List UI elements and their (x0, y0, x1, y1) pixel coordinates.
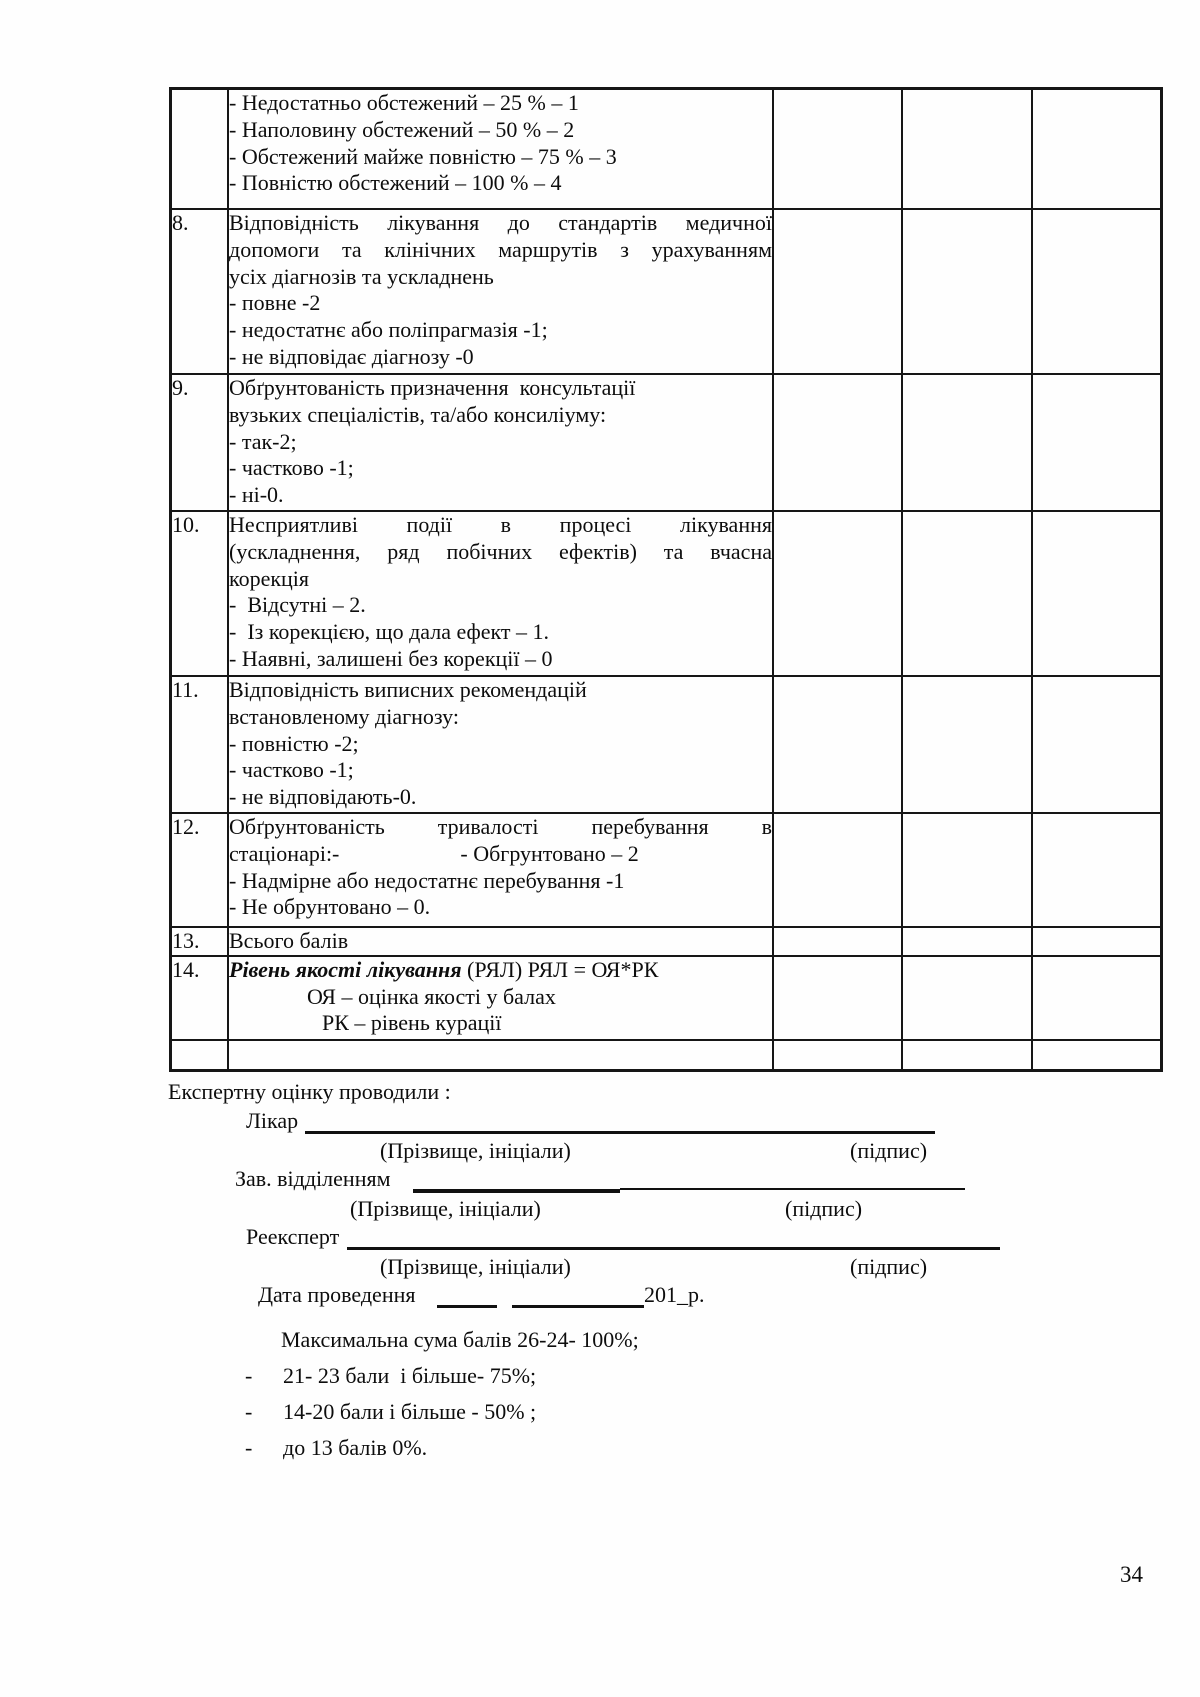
sign-caption: (підпис) (785, 1196, 863, 1221)
criteria-line: - ні-0. (229, 482, 284, 508)
department-head-name-line (413, 1189, 620, 1193)
criteria-line: - частково -1; (229, 455, 354, 481)
signature-heading: Експертну оцінку проводили : (168, 1079, 451, 1104)
score-cell (773, 813, 902, 927)
criteria-cell (228, 209, 773, 374)
criteria-line: - Із корекцією, що дала ефект – 1. (229, 619, 550, 645)
criteria-line: - Надмірне або недостатнє перебування -1 (229, 867, 625, 893)
formula-rest: (РЯЛ) РЯЛ = ОЯ*РК (461, 956, 659, 982)
criteria-line: допомоги та клінічних маршрутів з урахуванням (229, 236, 772, 262)
scoring-scale (0, 1326, 1200, 1486)
score-cell (902, 956, 1032, 1040)
criteria-line: - Повністю обстежений – 100 % – 4 (229, 170, 562, 196)
row-number-cell: 13. (171, 927, 228, 956)
criteria-line: - Не обрунтовано – 0. (229, 894, 431, 920)
score-cell (773, 374, 902, 511)
criteria-cell (228, 374, 773, 511)
score-cell (773, 927, 902, 956)
score-cell (1032, 89, 1161, 209)
table-row (171, 956, 1161, 1040)
row-number-cell (171, 1040, 228, 1070)
name-caption: (Прізвище, ініціали) (350, 1196, 541, 1221)
row-number-cell: 12. (171, 813, 228, 927)
row-number-cell: 10. (171, 511, 228, 676)
date-month-line (512, 1305, 644, 1308)
criteria-line: Несприятливі події в процесі лікування (229, 512, 772, 537)
criteria-line: встановленому діагнозу: (229, 703, 459, 729)
row-number-cell: 11. (171, 676, 228, 813)
criteria-line: - повне -2 (229, 290, 321, 316)
row-number-cell: 9. (171, 374, 228, 511)
score-cell (1032, 511, 1161, 676)
reexpert-signature-line (347, 1247, 1000, 1250)
department-head-label: Зав. відділенням (235, 1166, 391, 1191)
score-cell (902, 209, 1032, 374)
score-cell (902, 89, 1032, 209)
score-cell (902, 676, 1032, 813)
criteria-cell (228, 676, 773, 813)
signature-section (0, 1078, 1200, 1328)
scale-item: 14-20 бали і більше - 50% ; (283, 1399, 537, 1424)
date-label: Дата проведення (258, 1282, 416, 1307)
score-cell (1032, 676, 1161, 813)
table-row (171, 89, 1161, 209)
score-cell (902, 374, 1032, 511)
criteria-line: - не відповідають-0. (229, 784, 417, 810)
criteria-line: усіх діагнозів та ускладнень (229, 263, 494, 289)
table-row (171, 209, 1161, 374)
criteria-line (229, 957, 772, 984)
row-number-cell: 8. (171, 209, 228, 374)
date-year: 201_р. (644, 1282, 705, 1307)
sign-caption: (підпис) (850, 1138, 928, 1163)
criteria-line: вузьких спеціалістів, та/або консиліуму: (229, 401, 607, 427)
table-row (171, 813, 1161, 927)
criteria-cell (228, 956, 773, 1040)
score-cell (773, 209, 902, 374)
score-cell (1032, 956, 1161, 1040)
score-cell (1032, 927, 1161, 956)
criteria-cell (228, 813, 773, 927)
criteria-line: Відповідність лікування до стандартів медичної (229, 210, 772, 235)
criteria-line: (ускладнення, ряд побічних ефектів) та вчасна (229, 538, 772, 564)
quality-assessment-table (170, 88, 1162, 1071)
criteria-cell (228, 927, 773, 956)
criteria-line: - Відсутні – 2. (229, 592, 366, 618)
list-dash: - (245, 1399, 253, 1424)
row-number-cell: 14. (171, 956, 228, 1040)
score-cell (773, 89, 902, 209)
criteria-line: Відповідність виписних рекомендацій (229, 677, 587, 702)
criteria-line: Всього балів (229, 928, 349, 953)
criteria-line: Обґрунтованість тривалості перебування в (229, 814, 772, 839)
criteria-line: - Недостатньо обстежений – 25 % – 1 (229, 90, 579, 115)
name-caption: (Прізвище, ініціали) (380, 1138, 571, 1163)
scale-max-line: Максимальна сума балів 26-24- 100%; (281, 1327, 639, 1352)
score-cell (773, 1040, 902, 1070)
list-dash: - (245, 1435, 253, 1460)
score-cell (1032, 813, 1161, 927)
score-cell (773, 956, 902, 1040)
criteria-line: - Наявні, залишені без корекції – 0 (229, 645, 553, 671)
score-cell (773, 511, 902, 676)
criteria-line: РК – рівень курації (322, 1010, 502, 1036)
doctor-label: Лікар (246, 1108, 299, 1133)
table-row (171, 374, 1161, 511)
scale-item: до 13 балів 0%. (283, 1435, 428, 1460)
table-row (171, 1040, 1161, 1070)
criteria-line: - Наполовину обстежений – 50 % – 2 (229, 116, 575, 142)
doctor-signature-line (305, 1131, 935, 1134)
criteria-line: - Обстежений майже повністю – 75 % – 3 (229, 143, 617, 169)
criteria-cell (228, 511, 773, 676)
score-cell (902, 813, 1032, 927)
table-row (171, 511, 1161, 676)
table-row (171, 676, 1161, 813)
sign-caption: (підпис) (850, 1254, 928, 1279)
criteria-cell (228, 89, 773, 209)
score-cell (773, 676, 902, 813)
score-cell (902, 511, 1032, 676)
criteria-line: Обґрунтованість призначення консультації (229, 375, 636, 400)
criteria-line: - не відповідає діагнозу -0 (229, 343, 474, 369)
score-cell (902, 1040, 1032, 1070)
department-head-signature-line (620, 1188, 965, 1190)
formula-title: Рівень якості лікування (229, 956, 462, 982)
page-number: 34 (1120, 1562, 1143, 1587)
criteria-cell (228, 1040, 773, 1070)
criteria-line: корекція (229, 565, 310, 591)
score-cell (902, 927, 1032, 956)
score-cell (1032, 209, 1161, 374)
list-dash: - (245, 1363, 253, 1388)
name-caption: (Прізвище, ініціали) (380, 1254, 571, 1279)
date-day-line (437, 1305, 497, 1308)
criteria-line: - недостатнє або поліпрагмазія -1; (229, 317, 548, 343)
table-row (171, 927, 1161, 956)
reexpert-label: Реексперт (246, 1224, 340, 1249)
score-cell (1032, 1040, 1161, 1070)
criteria-line: - так-2; (229, 428, 297, 454)
row-number-cell (171, 89, 228, 209)
scale-item: 21- 23 бали і більше- 75%; (283, 1363, 537, 1388)
score-cell (1032, 374, 1161, 511)
criteria-line: - повністю -2; (229, 730, 359, 756)
criteria-line: ОЯ – оцінка якості у балах (307, 983, 556, 1009)
criteria-line: стаціонарі:- - Обгрунтовано – 2 (229, 840, 639, 866)
criteria-line: - частково -1; (229, 757, 354, 783)
